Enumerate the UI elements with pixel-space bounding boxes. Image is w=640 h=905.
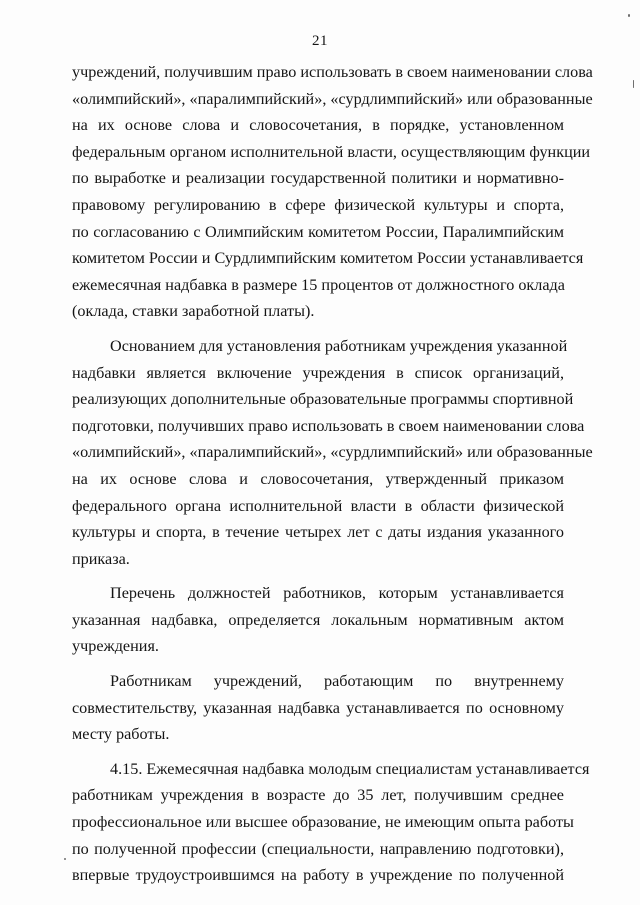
text-line: по согласованию с Олимпийским комитетом России, Паралимпийским: [72, 222, 564, 241]
text-line: (оклада, ставки заработной платы).: [72, 302, 315, 321]
text-line: ежемесячная надбавка в размере 15 процентов от должностного оклада: [72, 275, 565, 294]
scan-mark: [64, 858, 66, 860]
paragraph: [72, 756, 590, 889]
text-line: указанная надбавка, определяется локальным нормативным актом: [72, 610, 564, 629]
text-line: культуры и спорта, в течение четырех лет с даты издания указанного: [72, 523, 564, 542]
text-line: профессиональное или высшее образование, не имеющим опыта работы: [72, 813, 574, 832]
text-line: правовому регулированию в сфере физической культуры и спорта,: [72, 195, 564, 214]
text-line: 4.15. Ежемесячная надбавка молодым специалистам устанавливается: [110, 759, 590, 778]
text-line: приказа.: [72, 549, 130, 568]
paragraph: [72, 580, 564, 660]
paragraph: [72, 59, 593, 325]
text-line: федеральным органом исполнительной власти, осуществляющим функции: [72, 142, 591, 161]
text-line: учреждения.: [72, 637, 159, 656]
paragraph: [72, 668, 564, 748]
text-line: на их основе слова и словосочетания, утвержденный приказом: [72, 469, 564, 488]
text-line: совместительству, указанная надбавка устанавливается по основному: [72, 698, 564, 717]
text-line: по выработке и реализации государственной политики и нормативно-: [72, 169, 564, 188]
scan-mark: [633, 80, 634, 88]
text-line: работникам учреждения в возрасте до 35 лет, получившим среднее: [72, 786, 564, 805]
text-line: комитетом России и Сурдлимпийским комитетом России устанавливается: [72, 249, 584, 268]
scan-mark: [628, 14, 630, 17]
text-line: Перечень должностей работников, которым устанавливается: [110, 584, 564, 603]
text-line: реализующих дополнительные образовательные программы спортивной: [72, 390, 574, 409]
text-line: «олимпийский», «паралимпийский», «сурдлимпийский» или образованные: [72, 89, 593, 108]
page-number: 21: [312, 33, 328, 49]
text-line: подготовки, получивших право использовать в своем наименовании слова: [72, 416, 585, 435]
text-line: федерального органа исполнительной власти в области физической: [72, 496, 564, 515]
paragraph: [72, 333, 593, 572]
text-line: Основанием для установления работникам учреждения указанной: [110, 336, 568, 355]
text-line: «олимпийский», «паралимпийский», «сурдлимпийский» или образованные: [72, 443, 593, 462]
text-line: на их основе слова и словосочетания, в порядке, установленном: [72, 116, 564, 135]
text-line: Работникам учреждений, работающим по внутреннему: [110, 672, 564, 691]
text-line: впервые трудоустроившимся на работу в учреждение по полученной: [72, 866, 564, 885]
text-line: месту работы.: [72, 725, 170, 744]
text-line: учреждений, получившим право использовать в своем наименовании слова: [72, 63, 593, 81]
text-line: надбавки является включение учреждения в список организаций,: [72, 363, 564, 382]
body-text: [72, 59, 593, 889]
text-line: по полученной профессии (специальности, направлению подготовки),: [72, 839, 564, 858]
